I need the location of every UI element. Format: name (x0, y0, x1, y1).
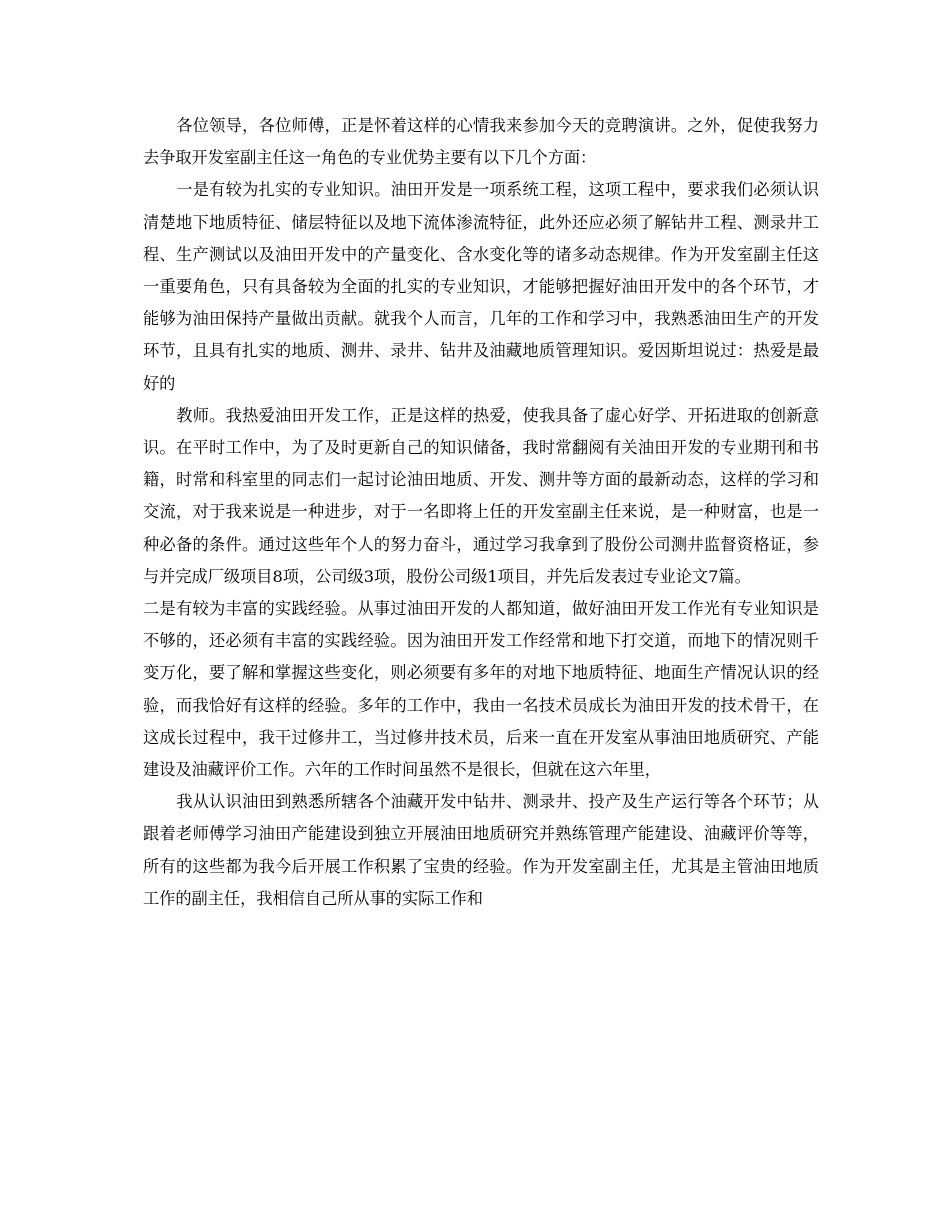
document-page (143, 110, 819, 915)
paragraph-professional-knowledge: 一是有较为扎实的专业知识。油田开发是一项系统工程，这项工程中，要求我们必须认识清楚地下地质特征、储层特征以及地下流体渗流特征，此外还应必须了解钻井工程、测录井工程、生产测试以及油田开发中的产量变化、含水变化等的诸多动态规律。作为开发室副主任这一重要角色，只有具备较为全面的扎实的专业知识，才能够把握好油田开发中的各个环节，才能够为油田保持产量做出贡献。就我个人而言，几年的工作和学习中，我熟悉油田生产的开发环节，且具有扎实的地质、测井、录井、钻井及油藏地质管理知识。爱因斯坦说过：热爱是最好的 (143, 180, 819, 393)
paragraph-field-experience: 我从认识油田到熟悉所辖各个油藏开发中钻井、测录井、投产及生产运行等各个环节；从跟着老师傅学习油田产能建设到独立开展油田地质研究并熟练管理产能建设、油藏评价等等，所有的这些都为我今后开展工作积累了宝贵的经验。作为开发室副主任，尤其是主管油田地质工作的副主任，我相信自己所从事的实际工作和 (143, 792, 819, 908)
paragraph-intro: 各位领导，各位师傅，正是怀着这样的心情我来参加今天的竞聘演讲。之外，促使我努力去争取开发室副主任这一角色的专业优势主要有以下几个方面： (143, 116, 819, 168)
paragraph-practical-experience: 二是有较为丰富的实践经验。从事过油田开发的人都知道，做好油田开发工作光有专业知识是不够的，还必须有丰富的实践经验。因为油田开发工作经常和地下打交道，而地下的情况则千变万化，要了解和掌握这些变化，则必须要有多年的对地下地质特征、地面生产情况认识的经验，而我恰好有这样的经验。多年的工作中，我由一名技术员成长为油田开发的技术骨干，在这成长过程中，我干过修井工，当过修井技术员，后来一直在开发室从事油田地质研究、产能建设及油藏评价工作。六年的工作时间虽然不是很长，但就在这六年里， (143, 599, 819, 780)
paragraph-passion-learning: 教师。我热爱油田开发工作，正是这样的热爱，使我具备了虚心好学、开拓进取的创新意识。在平时工作中，为了及时更新自己的知识储备，我时常翻阅有关油田开发的专业期刊和书籍，时常和科室里的同志们一起讨论油田地质、开发、测井等方面的最新动态，这样的学习和交流，对于我来说是一种进步，对于一名即将上任的开发室副主任来说，是一种财富，也是一种必备的条件。通过这些年个人的努力奋斗，通过学习我拿到了股份公司测井监督资格证，参与并完成厂级项目8项，公司级3项，股份公司级1项目，并先后发表过专业论文7篇。 (143, 405, 819, 586)
